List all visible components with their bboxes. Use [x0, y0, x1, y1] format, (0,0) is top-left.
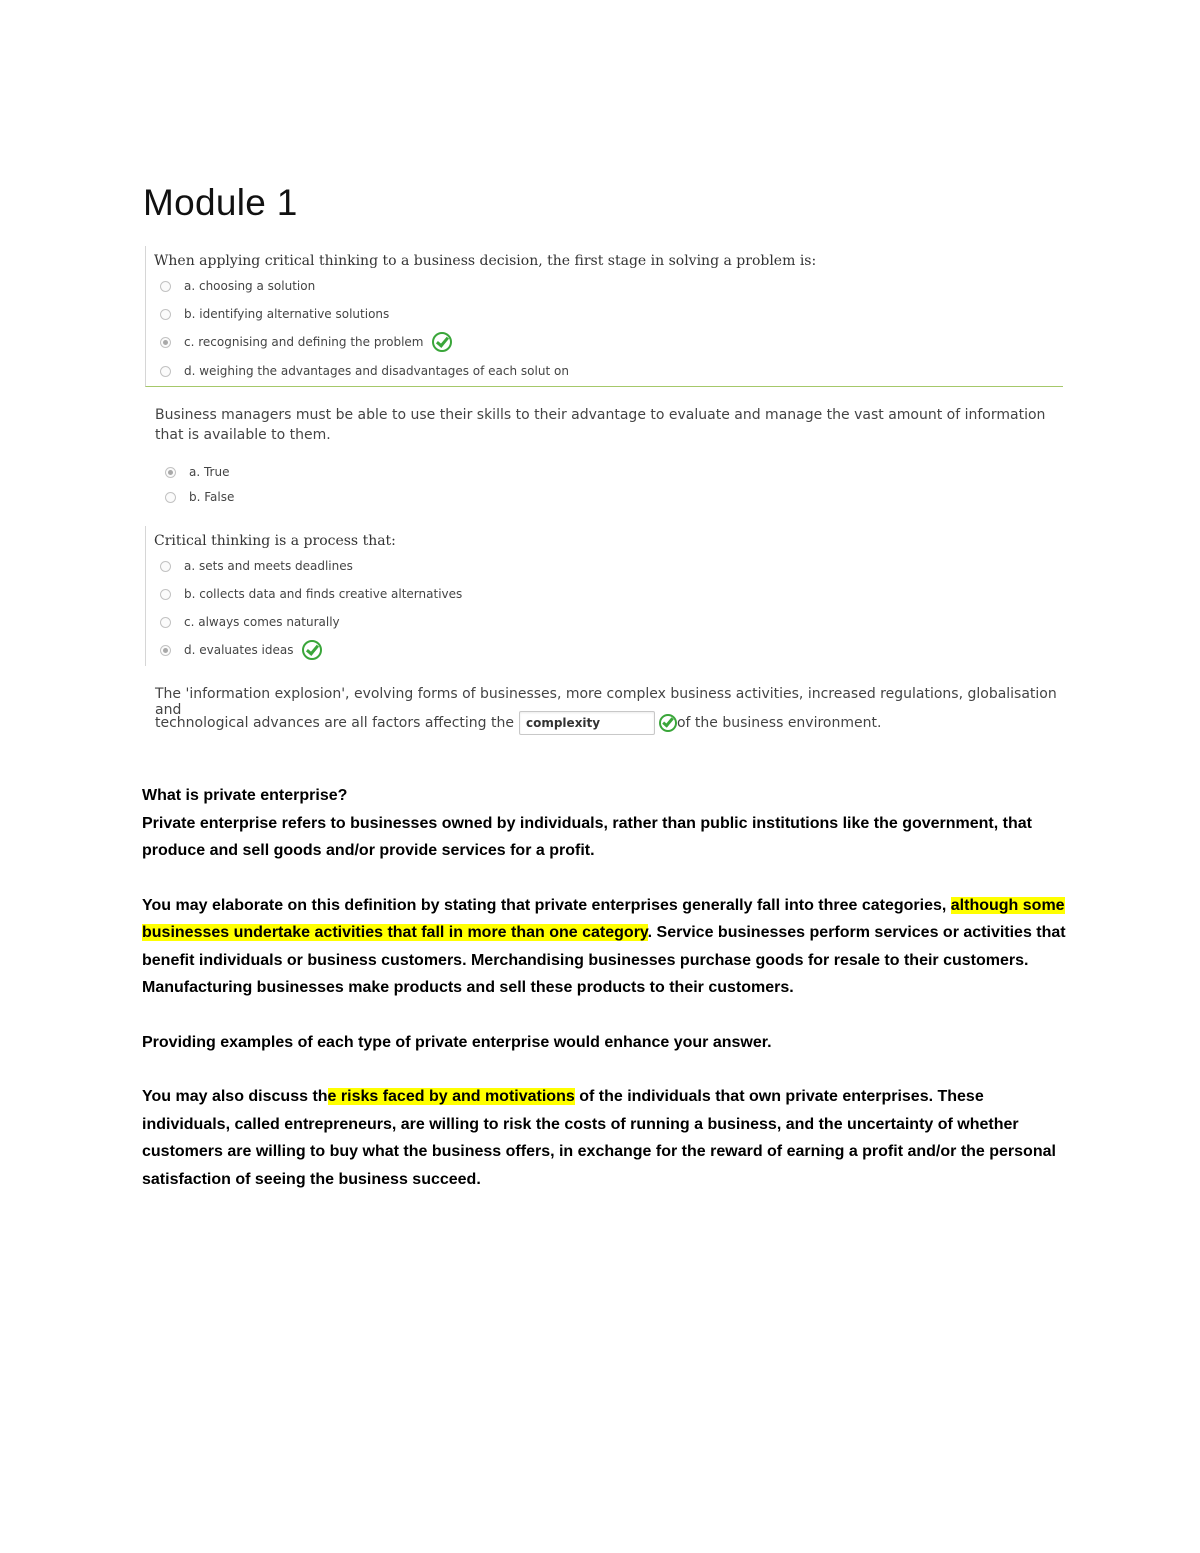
correct-check-icon: [659, 714, 677, 732]
q1-option-d-label: d. weighing the advantages and disadvantages of each solut on: [184, 364, 569, 378]
question-4-block: [155, 686, 1060, 738]
question-1-block: [145, 246, 1063, 387]
correct-check-icon: [432, 332, 452, 352]
q3-option-c-label: c. always comes naturally: [184, 615, 340, 629]
q3-option-d-label: d. evaluates ideas: [184, 643, 294, 657]
p4-highlight: e risks faced by and motivations: [327, 1088, 575, 1105]
question-4-before: technological advances are all factors affecting the: [155, 715, 514, 731]
q3-option-c[interactable]: [160, 612, 340, 632]
radio-button[interactable]: [160, 561, 171, 572]
q1-option-c-label: c. recognising and defining the problem: [184, 335, 424, 349]
question-2-text: Business managers must be able to use their skills to their advantage to evaluate and manage the vast amount of information that is available to them.: [155, 407, 1046, 443]
essay-question: What is private enterprise?: [142, 787, 348, 804]
q1-option-b-label: b. identifying alternative solutions: [184, 307, 390, 321]
question-4-line1: The 'information explosion', evolving forms of businesses, more complex business activities, increased regulations, globalisation and: [155, 686, 1057, 718]
radio-button-selected[interactable]: [165, 467, 176, 478]
q2-option-b[interactable]: [165, 487, 234, 507]
essay-definition: Private enterprise refers to businesses owned by individuals, rather than public institutions like the government, that produce and sell goods and/or provide services for a profit.: [142, 814, 1032, 859]
q2-option-a[interactable]: [165, 462, 229, 482]
q2-option-b-label: b. False: [189, 490, 235, 504]
question-2-block: [155, 405, 1055, 504]
q3-option-b-label: b. collects data and finds creative alternatives: [184, 587, 463, 601]
p2-text-end: . Service businesses perform services or activities that benefit individuals or business customers. Merchandising businesses purchase goods for resale to their customers. Manufacturing businesses make products and sell these products to their customers.: [142, 924, 1066, 996]
radio-button[interactable]: [160, 309, 171, 320]
question-4-after: of the business environment.: [676, 715, 882, 731]
question-4-line2: [155, 708, 1060, 738]
essay-section: [142, 782, 1067, 1193]
p4-text-start: You may also discuss th: [142, 1088, 328, 1105]
p2-text-start: You may elaborate on this definition by stating that private enterprises generally fall into three categories,: [142, 896, 951, 914]
essay-paragraph-2: [142, 892, 1067, 1002]
p4-text-end: of the individuals that own private enterprises. These individuals, called entrepreneurs, are willing to risk the costs of running a business, and the uncertainty of whether customers are willing to buy what the business offers, in exchange for the reward of earning a profit and/or the personal satisfaction of seeing the business succeed.: [142, 1088, 1056, 1188]
p2-highlight: although some businesses undertake activities that fall in more than one category: [142, 896, 1065, 941]
q1-option-a[interactable]: [160, 276, 315, 296]
q1-option-c[interactable]: [160, 332, 452, 352]
essay-paragraph-4: [142, 1083, 1067, 1193]
q3-option-b[interactable]: [160, 584, 462, 604]
q3-option-a[interactable]: [160, 556, 353, 576]
radio-button-selected[interactable]: [160, 337, 171, 348]
essay-paragraph-3: Providing examples of each type of private enterprise would enhance your answer.: [142, 1033, 772, 1051]
correct-check-icon: [302, 640, 322, 660]
question-1-text: When applying critical thinking to a business decision, the first stage in solving a problem is:: [154, 253, 817, 269]
page-title: Module 1: [143, 182, 298, 223]
q1-option-d[interactable]: [160, 361, 569, 381]
answer-input[interactable]: complexity: [519, 711, 655, 735]
radio-button[interactable]: [160, 366, 171, 377]
radio-button[interactable]: [165, 492, 176, 503]
q1-option-a-label: a. choosing a solution: [184, 279, 316, 293]
radio-button[interactable]: [160, 589, 171, 600]
radio-button[interactable]: [160, 281, 171, 292]
question-3-text: Critical thinking is a process that:: [154, 533, 396, 549]
q2-option-a-label: a. True: [189, 465, 230, 479]
question-3-block: [145, 526, 746, 666]
q3-option-a-label: a. sets and meets deadlines: [184, 559, 353, 573]
q3-option-d[interactable]: [160, 640, 322, 660]
q1-option-b[interactable]: [160, 304, 389, 324]
radio-button-selected[interactable]: [160, 645, 171, 656]
radio-button[interactable]: [160, 617, 171, 628]
